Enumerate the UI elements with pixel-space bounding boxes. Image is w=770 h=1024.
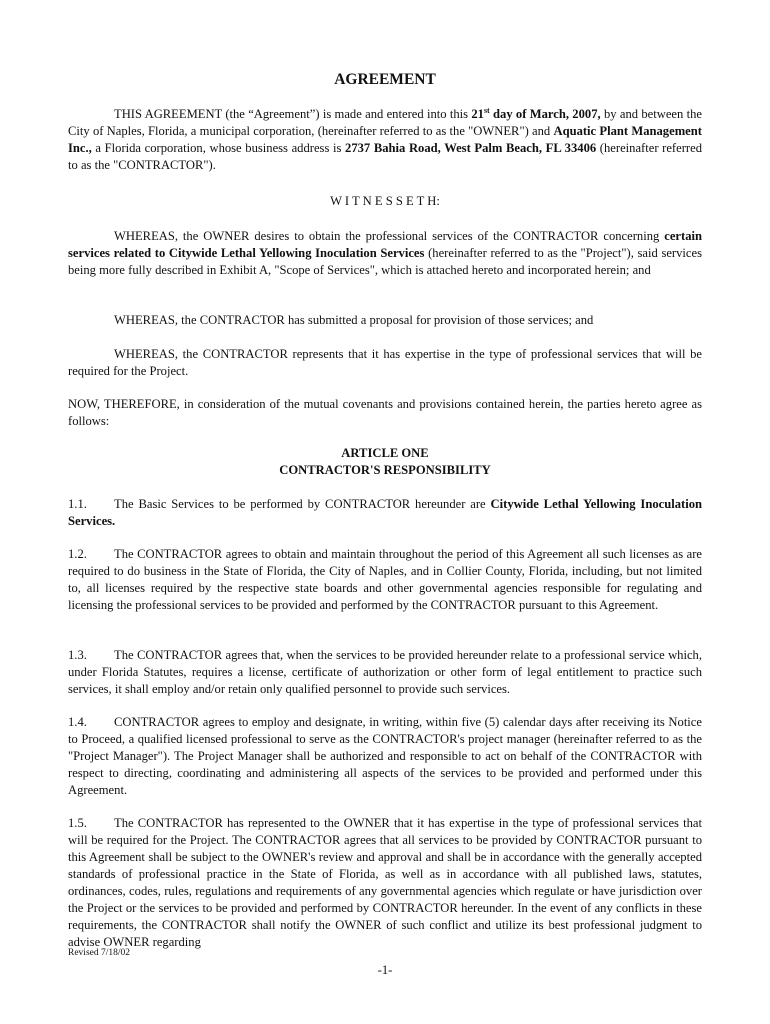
document-title: AGREEMENT <box>334 71 436 88</box>
article-number: ARTICLE ONE <box>341 446 429 460</box>
project-description: certain services related to Citywide Lethal Yellowing Inoculation Services <box>68 229 702 260</box>
whereas-paragraph-3: WHEREAS, the CONTRACTOR represents that it has expertise in the type of professional services that will be required for the Project. <box>68 347 702 378</box>
intro-text-3: a Florida corporation, whose business address is <box>91 141 346 155</box>
section-number: 1.5. <box>68 816 87 830</box>
contractor-name: Aquatic Plant Management Inc., <box>68 124 702 155</box>
intro-text-1: THIS AGREEMENT (the “Agreement”) is made and entered into this <box>114 107 472 121</box>
section-number: 1.3. <box>68 648 87 662</box>
whereas-paragraph-2: WHEREAS, the CONTRACTOR has submitted a proposal for provision of those services; and <box>114 313 594 327</box>
section-1-5: 1.5. The CONTRACTOR has represented to the OWNER that it has expertise in the type of professional services that will be required for the Project. The CONTRACTOR agrees that all services to be provided by CONTRACTOR pursuant to this Agreement shall be subject to the OWNER's review and approval and shall be in accordance with the generally accepted standards of professional practice in the State of Florida, as well as in accordance with all published laws, statutes, ordinances, codes, rules, regulations and requirements of any governmental agencies which regulate or have jurisdiction over the Project or the services to be provided and performed by CONTRACTOR hereunder. In the event of any conflicts in these requirements, the CONTRACTOR shall notify the OWNER of such conflict and utilize its best professional judgment to advise OWNER regarding <box>68 816 702 949</box>
article-heading <box>68 445 702 479</box>
page-number: -1- <box>377 963 393 977</box>
witnesseth-heading: W I T N E S S E T H: <box>330 194 440 208</box>
intro-text-2: by and between the City of Naples, Florida, a municipal corporation, (hereinafter referred to as the "OWNER") and <box>68 107 702 138</box>
section-1-4: 1.4. CONTRACTOR agrees to employ and designate, in writing, within five (5) calendar days after receiving its Notice to Proceed, a qualified licensed professional to serve as the CONTRACTOR's project manager (hereinafter referred to as the "Project Manager"). The Project Manager shall be authorized and responsible to act on behalf of the CONTRACTOR with respect to directing, coordinating and administering all aspects of the services to be provided and performed under this Agreement. <box>68 715 702 797</box>
section-number: 1.2. <box>68 547 87 561</box>
article-title: CONTRACTOR'S RESPONSIBILITY <box>279 463 491 477</box>
revision-note: Revised 7/18/02 <box>68 948 131 958</box>
section-1-3: 1.3. The CONTRACTOR agrees that, when the services to be provided hereunder relate to a professional service which, under Florida Statutes, requires a license, certificate of authorization or other form of legal entitlement to practice such services, it shall employ and/or retain only qualified personnel to provide such services. <box>68 648 702 696</box>
section-number: 1.1. <box>68 497 87 511</box>
intro-day: 21st day of March, 2007, <box>471 105 601 121</box>
section-1-1: 1.1. The Basic Services to be performed by CONTRACTOR hereunder are Citywide Lethal Yellowing Inoculation Services. <box>68 497 702 528</box>
whereas-paragraph-1: WHEREAS, the OWNER desires to obtain the professional services of the CONTRACTOR concerning certain services related to Citywide Lethal Yellowing Inoculation Services (hereinafter referred to as the "Project"), said services being more fully described in Exhibit A, "Scope of Services", which is attached hereto and incorporated herein; and <box>68 229 702 277</box>
section-number: 1.4. <box>68 715 87 729</box>
intro-text-4: (hereinafter referred to as the "CONTRACTOR"). <box>68 141 702 172</box>
contractor-address: 2737 Bahia Road, West Palm Beach, FL 33406 <box>345 141 597 155</box>
now-therefore-paragraph: NOW, THEREFORE, in consideration of the mutual covenants and provisions contained herein, the parties hereto agree as follows: <box>68 397 702 428</box>
section-1-2: 1.2. The CONTRACTOR agrees to obtain and maintain throughout the period of this Agreement all such licenses as are required to do business in the State of Florida, the City of Naples, and in Collier County, Florida, including, but not limited to, all licenses required by the respective state boards and other governmental agencies responsible for regulating and licensing the professional services to be provided and performed by the CONTRACTOR pursuant to this Agreement. <box>68 547 702 612</box>
intro-paragraph <box>68 106 702 174</box>
